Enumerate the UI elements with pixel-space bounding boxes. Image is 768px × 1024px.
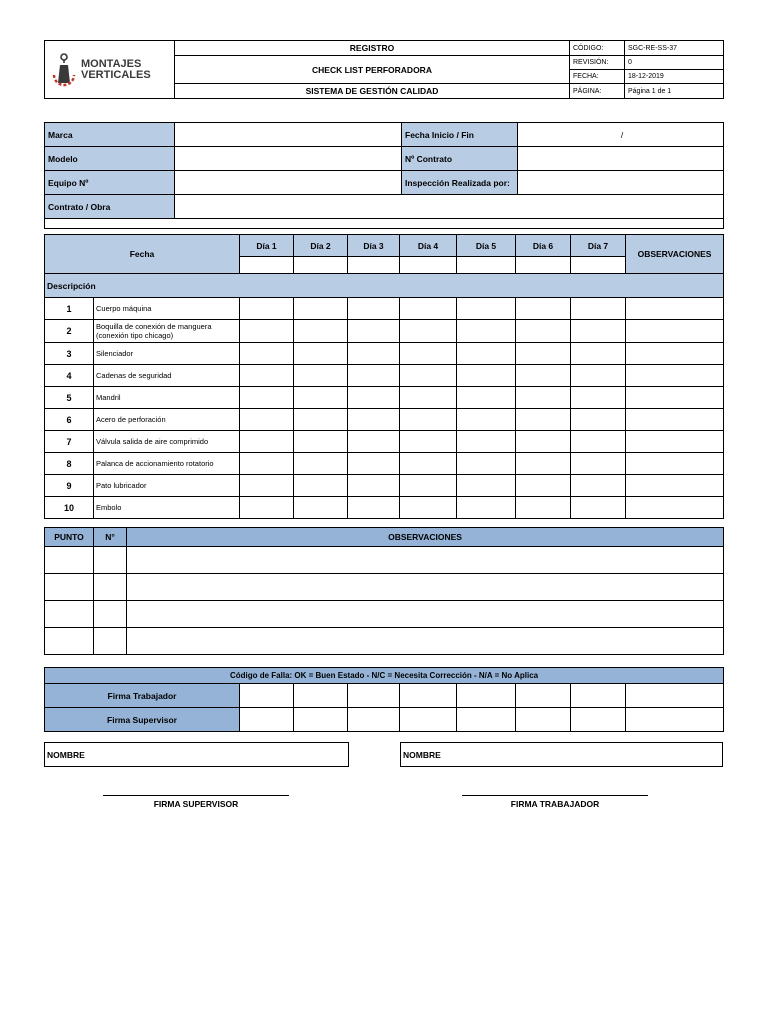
day-check-cell[interactable] bbox=[348, 320, 400, 343]
day-check-cell[interactable] bbox=[400, 409, 457, 431]
day-check-cell[interactable] bbox=[294, 409, 348, 431]
firma-trabajador-field[interactable] bbox=[348, 684, 400, 708]
day-check-cell[interactable] bbox=[400, 365, 457, 387]
item-description: Pato lubricador bbox=[94, 475, 240, 497]
modelo-field[interactable] bbox=[175, 147, 402, 171]
day-check-cell[interactable] bbox=[240, 298, 294, 320]
item-observacion-cell[interactable] bbox=[626, 298, 724, 320]
punto-field[interactable] bbox=[45, 628, 94, 655]
observacion-field[interactable] bbox=[127, 574, 724, 601]
day-check-cell[interactable] bbox=[571, 298, 626, 320]
day-check-cell[interactable] bbox=[400, 320, 457, 343]
numero-field[interactable] bbox=[94, 574, 127, 601]
registro-label: REGISTRO bbox=[175, 41, 570, 56]
day-check-cell[interactable] bbox=[348, 497, 400, 519]
day-check-cell[interactable] bbox=[240, 409, 294, 431]
observaciones-table-header: OBSERVACIONES bbox=[127, 528, 724, 547]
company-name-line2: VERTICALES bbox=[81, 68, 151, 81]
day-date-field[interactable] bbox=[516, 257, 571, 274]
day-check-cell[interactable] bbox=[348, 365, 400, 387]
nombre-trabajador-field[interactable] bbox=[400, 742, 723, 767]
day-header: Día 2 bbox=[294, 235, 348, 257]
contrato-obra-label: Contrato / Obra bbox=[45, 195, 175, 219]
observacion-field[interactable] bbox=[127, 601, 724, 628]
meta-label: REVISIÓN: bbox=[570, 56, 625, 70]
meta-label: FECHA: bbox=[570, 70, 625, 84]
firma-supervisor-field[interactable] bbox=[240, 708, 294, 732]
item-description: Palanca de accionamiento rotatorio bbox=[94, 453, 240, 475]
item-observacion-cell[interactable] bbox=[626, 387, 724, 409]
day-date-field[interactable] bbox=[571, 257, 626, 274]
day-check-cell[interactable] bbox=[571, 497, 626, 519]
contrato-obra-field[interactable] bbox=[175, 195, 724, 219]
firma-trabajador-field[interactable] bbox=[240, 684, 294, 708]
day-check-cell[interactable] bbox=[457, 497, 516, 519]
fecha-inicio-fin-label: Fecha Inicio / Fin bbox=[402, 123, 518, 147]
firma-trabajador-field[interactable] bbox=[516, 684, 571, 708]
day-check-cell[interactable] bbox=[400, 298, 457, 320]
item-number: 4 bbox=[45, 365, 94, 387]
item-observacion-cell[interactable] bbox=[626, 320, 724, 343]
item-observacion-cell[interactable] bbox=[626, 431, 724, 453]
checklist-row bbox=[45, 365, 724, 387]
numero-field[interactable] bbox=[94, 547, 127, 574]
firma-supervisor-field[interactable] bbox=[571, 708, 626, 732]
nombre-supervisor-field[interactable] bbox=[44, 742, 349, 767]
day-date-field[interactable] bbox=[457, 257, 516, 274]
day-header: Día 1 bbox=[240, 235, 294, 257]
checklist-row bbox=[45, 298, 724, 320]
day-check-cell[interactable] bbox=[516, 320, 571, 343]
item-observacion-cell[interactable] bbox=[626, 343, 724, 365]
firma-supervisor-field[interactable] bbox=[516, 708, 571, 732]
day-check-cell[interactable] bbox=[571, 431, 626, 453]
day-check-cell[interactable] bbox=[516, 497, 571, 519]
day-check-cell[interactable] bbox=[571, 320, 626, 343]
day-check-cell[interactable] bbox=[294, 298, 348, 320]
numero-header: N° bbox=[94, 528, 127, 547]
equipment-info bbox=[44, 122, 724, 229]
day-check-cell[interactable] bbox=[240, 497, 294, 519]
numero-field[interactable] bbox=[94, 628, 127, 655]
meta-value: 18-12-2019 bbox=[625, 70, 724, 84]
firmas-table bbox=[44, 667, 724, 732]
item-description: Cuerpo máquina bbox=[94, 298, 240, 320]
logo-emblem-icon bbox=[51, 53, 77, 87]
day-check-cell[interactable] bbox=[400, 387, 457, 409]
marca-label: Marca bbox=[45, 123, 175, 147]
firma-supervisor-field[interactable] bbox=[294, 708, 348, 732]
day-check-cell[interactable] bbox=[240, 475, 294, 497]
item-observacion-cell[interactable] bbox=[626, 475, 724, 497]
meta-label: PÁGINA: bbox=[570, 84, 625, 99]
day-date-field[interactable] bbox=[294, 257, 348, 274]
punto-field[interactable] bbox=[45, 574, 94, 601]
checklist-row bbox=[45, 409, 724, 431]
item-number: 2 bbox=[45, 320, 94, 343]
punto-header: PUNTO bbox=[45, 528, 94, 547]
day-check-cell[interactable] bbox=[294, 497, 348, 519]
item-description: Boquilla de conexión de manguera (conexión tipo chicago) bbox=[94, 320, 240, 343]
item-number: 1 bbox=[45, 298, 94, 320]
observaciones-table bbox=[44, 527, 724, 655]
firma-trabajador-caption: FIRMA TRABAJADOR bbox=[510, 799, 600, 809]
day-check-cell[interactable] bbox=[348, 431, 400, 453]
info-spacer-row bbox=[45, 219, 724, 229]
equipo-label: Equipo Nº bbox=[45, 171, 175, 195]
day-check-cell[interactable] bbox=[571, 453, 626, 475]
day-check-cell[interactable] bbox=[400, 453, 457, 475]
day-header: Día 7 bbox=[571, 235, 626, 257]
nombre-label: NOMBRE bbox=[47, 749, 85, 760]
fecha-inicio-fin-field[interactable] bbox=[518, 123, 724, 147]
day-header: Día 4 bbox=[400, 235, 457, 257]
day-check-cell[interactable] bbox=[294, 387, 348, 409]
day-check-cell[interactable] bbox=[571, 343, 626, 365]
item-number: 10 bbox=[45, 497, 94, 519]
checklist-row bbox=[45, 387, 724, 409]
item-number: 3 bbox=[45, 343, 94, 365]
observaciones-header: OBSERVACIONES bbox=[626, 235, 724, 274]
day-check-cell[interactable] bbox=[348, 453, 400, 475]
day-check-cell[interactable] bbox=[294, 453, 348, 475]
day-check-cell[interactable] bbox=[516, 409, 571, 431]
meta-value: Página 1 de 1 bbox=[625, 84, 724, 99]
day-check-cell[interactable] bbox=[294, 365, 348, 387]
firma-supervisor-caption: FIRMA SUPERVISOR bbox=[153, 799, 239, 809]
firma-supervisor-field[interactable] bbox=[457, 708, 516, 732]
day-check-cell[interactable] bbox=[457, 475, 516, 497]
item-observacion-cell[interactable] bbox=[626, 453, 724, 475]
day-header: Día 6 bbox=[516, 235, 571, 257]
day-check-cell[interactable] bbox=[516, 343, 571, 365]
item-observacion-cell[interactable] bbox=[626, 497, 724, 519]
day-check-cell[interactable] bbox=[240, 343, 294, 365]
day-header: Día 3 bbox=[348, 235, 400, 257]
day-check-cell[interactable] bbox=[457, 409, 516, 431]
observacion-field[interactable] bbox=[127, 628, 724, 655]
item-number: 6 bbox=[45, 409, 94, 431]
checklist-row bbox=[45, 497, 724, 519]
item-description: Cadenas de seguridad bbox=[94, 365, 240, 387]
item-observacion-cell[interactable] bbox=[626, 409, 724, 431]
day-check-cell[interactable] bbox=[240, 365, 294, 387]
contrato-num-label: Nº Contrato bbox=[402, 147, 518, 171]
day-check-cell[interactable] bbox=[294, 431, 348, 453]
inspeccion-field[interactable] bbox=[518, 171, 724, 195]
day-check-cell[interactable] bbox=[240, 387, 294, 409]
document-header bbox=[44, 40, 724, 99]
day-check-cell[interactable] bbox=[457, 365, 516, 387]
item-description: Silenciador bbox=[94, 343, 240, 365]
day-check-cell[interactable] bbox=[294, 475, 348, 497]
firma-trabajador-field[interactable] bbox=[400, 684, 457, 708]
firma-trabajador-field[interactable] bbox=[457, 684, 516, 708]
checklist-row bbox=[45, 475, 724, 497]
day-check-cell[interactable] bbox=[457, 343, 516, 365]
descripcion-header: Descripción bbox=[45, 274, 724, 298]
day-check-cell[interactable] bbox=[348, 298, 400, 320]
item-description: Válvula salida de aire comprimido bbox=[94, 431, 240, 453]
day-check-cell[interactable] bbox=[400, 431, 457, 453]
item-observacion-cell[interactable] bbox=[626, 365, 724, 387]
system-title: SISTEMA DE GESTIÓN CALIDAD bbox=[175, 84, 570, 99]
day-check-cell[interactable] bbox=[457, 453, 516, 475]
day-check-cell[interactable] bbox=[516, 387, 571, 409]
firma-supervisor-field[interactable] bbox=[400, 708, 457, 732]
item-description: Acero de perforación bbox=[94, 409, 240, 431]
day-check-cell[interactable] bbox=[516, 475, 571, 497]
item-number: 8 bbox=[45, 453, 94, 475]
document-title: CHECK LIST PERFORADORA bbox=[175, 56, 570, 84]
checklist-row bbox=[45, 320, 724, 343]
contrato-num-field[interactable] bbox=[518, 147, 724, 171]
day-check-cell[interactable] bbox=[240, 320, 294, 343]
item-number: 9 bbox=[45, 475, 94, 497]
day-date-field[interactable] bbox=[348, 257, 400, 274]
item-description: Mandril bbox=[94, 387, 240, 409]
fecha-header: Fecha bbox=[45, 235, 240, 274]
checklist-row bbox=[45, 431, 724, 453]
day-check-cell[interactable] bbox=[457, 320, 516, 343]
firma-supervisor-line[interactable] bbox=[103, 795, 289, 796]
day-check-cell[interactable] bbox=[240, 431, 294, 453]
checklist-items bbox=[45, 298, 724, 519]
firma-supervisor-field[interactable] bbox=[348, 708, 400, 732]
day-check-cell[interactable] bbox=[516, 431, 571, 453]
firma-trabajador-line[interactable] bbox=[462, 795, 648, 796]
inspeccion-label: Inspección Realizada por: bbox=[402, 171, 518, 195]
checklist-row bbox=[45, 343, 724, 365]
numero-field[interactable] bbox=[94, 601, 127, 628]
day-date-field[interactable] bbox=[400, 257, 457, 274]
observacion-field[interactable] bbox=[127, 547, 724, 574]
punto-field[interactable] bbox=[45, 601, 94, 628]
firma-trabajador-label: Firma Trabajador bbox=[45, 684, 240, 708]
meta-value: 0 bbox=[625, 56, 724, 70]
item-number: 5 bbox=[45, 387, 94, 409]
meta-value: SGC-RE-SS-37 bbox=[625, 41, 724, 56]
day-header: Día 5 bbox=[457, 235, 516, 257]
firma-trabajador-field[interactable] bbox=[571, 684, 626, 708]
day-check-cell[interactable] bbox=[348, 475, 400, 497]
company-name-line1: MONTAJES bbox=[81, 57, 142, 70]
day-check-cell[interactable] bbox=[400, 343, 457, 365]
modelo-label: Modelo bbox=[45, 147, 175, 171]
day-check-cell[interactable] bbox=[400, 497, 457, 519]
day-check-cell[interactable] bbox=[294, 343, 348, 365]
day-check-cell[interactable] bbox=[240, 453, 294, 475]
day-check-cell[interactable] bbox=[348, 343, 400, 365]
nombre-label: NOMBRE bbox=[403, 749, 441, 760]
firma-trabajador-field[interactable] bbox=[294, 684, 348, 708]
checklist-table bbox=[44, 234, 724, 519]
item-number: 7 bbox=[45, 431, 94, 453]
day-check-cell[interactable] bbox=[457, 298, 516, 320]
firma-trabajador-field[interactable] bbox=[626, 684, 724, 708]
day-check-cell[interactable] bbox=[457, 431, 516, 453]
day-check-cell[interactable] bbox=[571, 387, 626, 409]
day-check-cell[interactable] bbox=[571, 365, 626, 387]
day-check-cell[interactable] bbox=[348, 387, 400, 409]
marca-field[interactable] bbox=[175, 123, 402, 147]
day-check-cell[interactable] bbox=[571, 409, 626, 431]
item-description: Embolo bbox=[94, 497, 240, 519]
meta-label: CÓDIGO: bbox=[570, 41, 625, 56]
day-check-cell[interactable] bbox=[516, 365, 571, 387]
equipo-field[interactable] bbox=[175, 171, 402, 195]
firma-supervisor-label: Firma Supervisor bbox=[45, 708, 240, 732]
checklist-row bbox=[45, 453, 724, 475]
company-logo bbox=[45, 41, 175, 99]
punto-field[interactable] bbox=[45, 547, 94, 574]
day-check-cell[interactable] bbox=[348, 409, 400, 431]
day-check-cell[interactable] bbox=[457, 387, 516, 409]
day-check-cell[interactable] bbox=[516, 298, 571, 320]
day-date-field[interactable] bbox=[240, 257, 294, 274]
firma-supervisor-field[interactable] bbox=[626, 708, 724, 732]
fecha-separator: / bbox=[620, 129, 624, 140]
day-check-cell[interactable] bbox=[400, 475, 457, 497]
day-check-cell[interactable] bbox=[294, 320, 348, 343]
codigo-falla-legend: Código de Falla: OK = Buen Estado - N/C = Necesita Corrección - N/A = No Aplica bbox=[45, 668, 724, 684]
day-check-cell[interactable] bbox=[516, 453, 571, 475]
day-check-cell[interactable] bbox=[571, 475, 626, 497]
